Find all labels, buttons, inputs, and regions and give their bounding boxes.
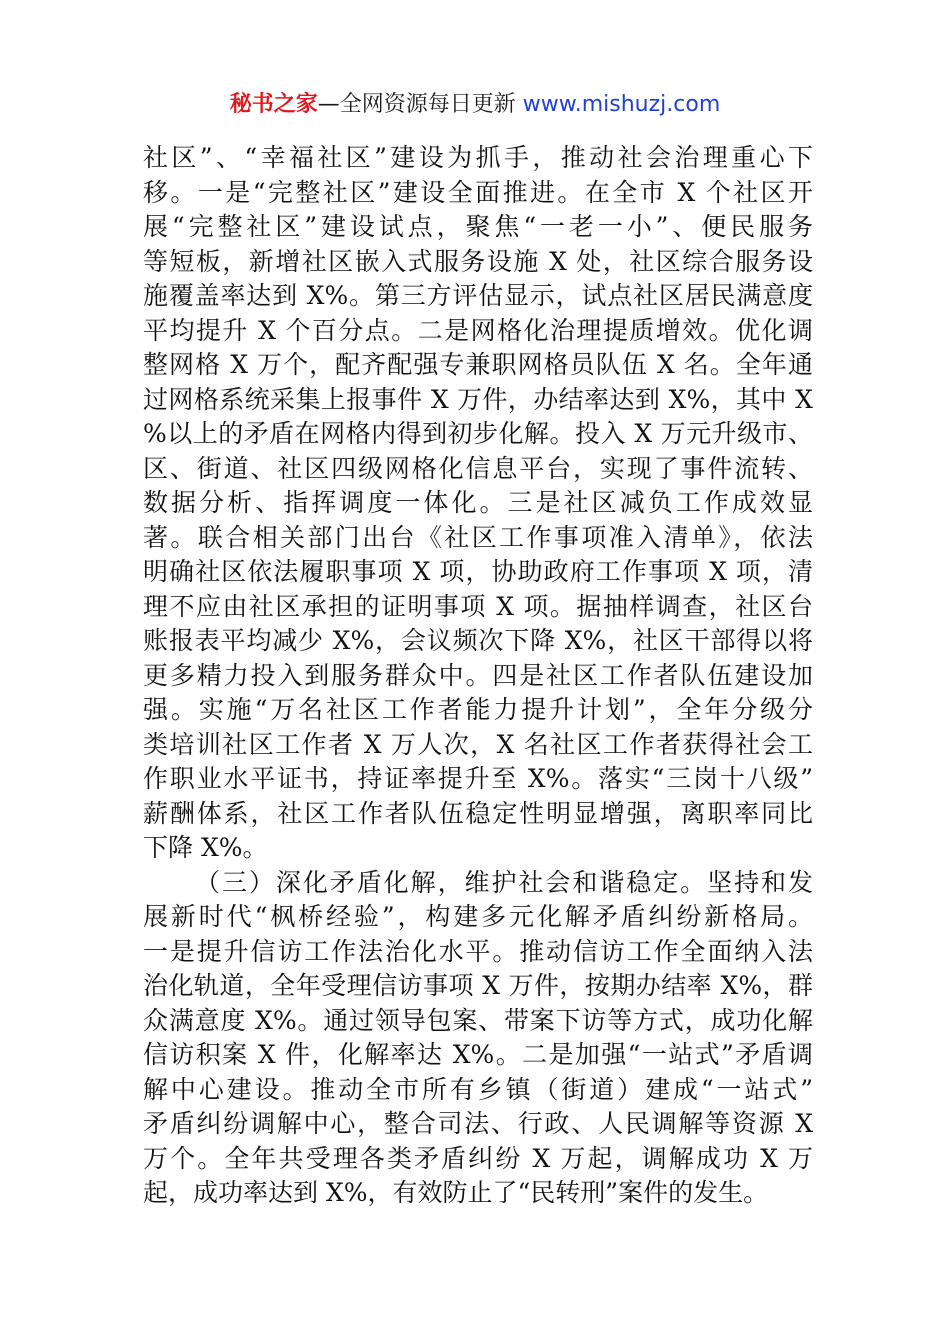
text-line: 等短板，新增社区嵌入式服务设施 X 处，社区综合服务设	[143, 246, 813, 276]
text-line: 过网格系统采集上报事件 X 万件，办结率达到 X%，其中 X	[143, 384, 813, 414]
text-line: 一是提升信访工作法治化水平。推动信访工作全面纳入法	[143, 936, 813, 966]
text-line: 众满意度 X%。通过领导包案、带案下访等方式，成功化解	[143, 1005, 813, 1035]
text-line: 治化轨道，全年受理信访事项 X 万件，按期办结率 X%，群	[143, 971, 813, 1000]
text-line: 矛盾纠纷调解中心，整合司法、行政、人民调解等资源 X	[143, 1109, 813, 1138]
text-line: 展新时代“枫桥经验”，构建多元化解矛盾纠纷新格局。	[143, 902, 813, 931]
section-heading-line: （三）深化矛盾化解，维护社会和谐稳定。坚持和发	[195, 867, 813, 897]
text-line: 整网格 X 万个，配齐配强专兼职网格员队伍 X 名。全年通	[143, 350, 813, 379]
text-line: %以上的矛盾在网格内得到初步化解。投入 X 万元升级市、	[143, 419, 813, 448]
text-line: 作职业水平证书，持证率提升至 X%。落实“三岗十八级”	[143, 764, 813, 793]
text-line: 薪酬体系，社区工作者队伍稳定性明显增强，离职率同比	[143, 798, 813, 828]
text-line: 起，成功率达到 X%，有效防止了“民转刑”案件的发生。	[143, 1178, 769, 1207]
text-line: 账报表平均减少 X%，会议频次下降 X%，社区干部得以将	[143, 626, 813, 655]
text-line: 著。联合相关部门出台《社区工作事项准入清单》，依法	[143, 522, 813, 552]
header-url-link[interactable]: www.mishuzj.com	[522, 92, 721, 117]
document-body	[143, 141, 813, 1211]
text-line: 强。实施“万名社区工作者能力提升计划”，全年分级分	[143, 695, 813, 724]
text-line: 社区”、“幸福社区”建设为抓手，推动社会治理重心下	[143, 143, 813, 172]
text-line: 万个。全年共受理各类矛盾纠纷 X 万起，调解成功 X 万	[143, 1143, 813, 1173]
text-line: 理不应由社区承担的证明事项 X 项。据抽样调查，社区台	[143, 591, 813, 621]
text-line: 展“完整社区”建设试点，聚焦“一老一小”、便民服务	[143, 212, 813, 241]
text-line: 更多精力投入到服务群众中。四是社区工作者队伍建设加	[143, 660, 813, 690]
text-line: 施覆盖率达到 X%。第三方评估显示，试点社区居民满意度	[143, 281, 813, 310]
text-line: 移。一是“完整社区”建设全面推进。在全市 X 个社区开	[143, 177, 813, 207]
text-line: 类培训社区工作者 X 万人次，X 名社区工作者获得社会工	[143, 729, 813, 759]
text-line: 数据分析、指挥调度一体化。三是社区减负工作成效显	[143, 488, 813, 517]
page-header	[0, 88, 950, 122]
text-line: 解中心建设。推动全市所有乡镇（街道）建成“一站式”	[143, 1074, 813, 1104]
text-line: 信访积案 X 件，化解率达 X%。二是加强“一站式”矛盾调	[143, 1040, 813, 1069]
text-line: 下降 X%。	[143, 833, 268, 862]
header-tagline: —全网资源每日更新	[317, 92, 516, 117]
text-line: 明确社区依法履职事项 X 项，协助政府工作事项 X 项，清	[143, 557, 813, 586]
text-line: 区、街道、社区四级网格化信息平台，实现了事件流转、	[143, 453, 813, 483]
header-brand: 秘书之家	[229, 92, 318, 117]
text-line: 平均提升 X 个百分点。二是网格化治理提质增效。优化调	[143, 315, 813, 345]
